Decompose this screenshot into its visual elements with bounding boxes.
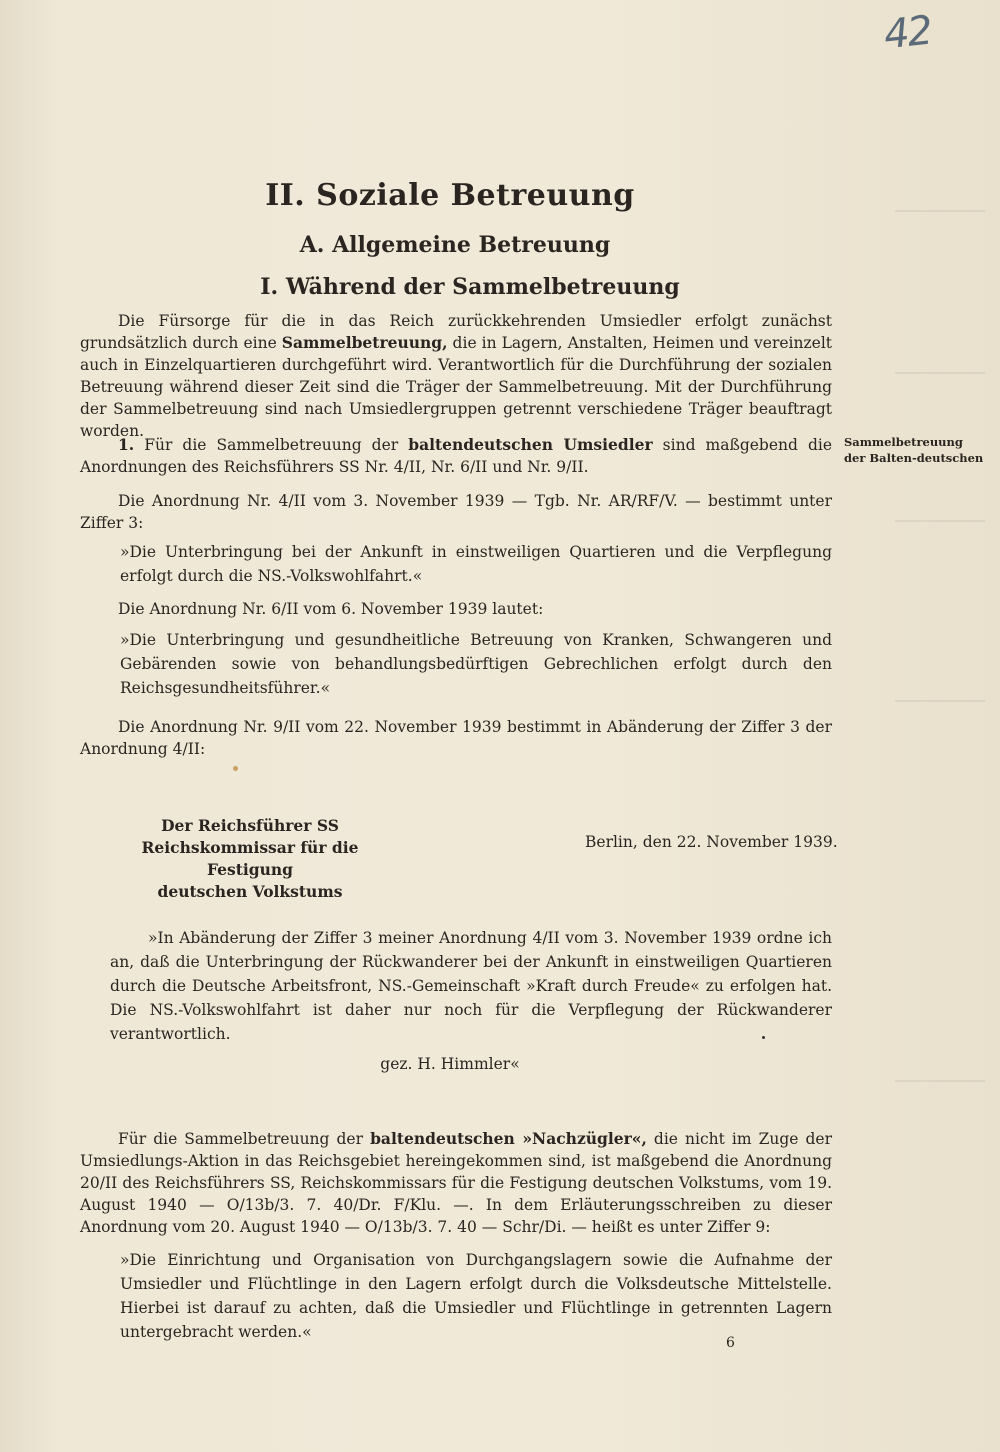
intro-text-1: Die Fürsorge für die in das Reich zurückkehrenden Umsiedler erfolgt zunächst grundsätzlich durch eine bbox=[80, 312, 832, 352]
quote-anordnung-9: »In Abänderung der Ziffer 3 meiner Anordnung 4/II vom 3. November 1939 ordne ich an, daß die Unterbringung der Rückwanderer bei der Ankunft in einstweiligen Quartieren durch die Deutsche Arbeitsfront, NS.-Gemeinschaft »Kraft durch Freude« zu erfolgen hat. Die NS.-Volkswohlfahrt ist daher nur noch für die Verpflegung der Rückwanderer verantwortlich. bbox=[110, 929, 832, 1043]
issuer-line-2: Reichskommissar für die Festigung bbox=[141, 838, 359, 879]
nachzuegler-text-2: die nicht im Zuge der Umsiedlungs-Aktion in das Reichsgebiet hereingekommen sind, ist maßgebend die Anordnung 20/II des Reichsführers SS, Reichskommissars für die Festigung deutschen Volkstums, vom 19. August 1940 — O/13b/3. 7. 40/Dr. F/Klu. —. In dem Erläuterungsschreiben zu dieser Anordnung vom 20. August 1940 — O/13b/3. 7. 40 — Schr/Di. — heißt es unter Ziffer 9: bbox=[80, 1130, 832, 1236]
handwritten-page-number: 42 bbox=[881, 7, 934, 59]
margin-note: Sammelbetreuung der Balten-deutschen bbox=[844, 435, 984, 465]
intro-paragraph bbox=[80, 310, 832, 442]
point-1-text-1: Für die Sammelbetreuung der bbox=[134, 436, 409, 454]
intro-bold-1: Sammelbetreuung, bbox=[281, 333, 448, 352]
section-heading-a: A. Allgemeine Betreuung bbox=[299, 232, 611, 258]
bleed-through-line bbox=[895, 372, 985, 374]
anordnung-9-intro: Die Anordnung Nr. 9/II vom 22. November 1939 bestimmt in Abänderung der Ziffer 3 der Anordnung 4/II: bbox=[80, 718, 832, 758]
quote-final: »Die Einrichtung und Organisation von Durchgangslagern sowie die Aufnahme der Umsiedler und Flüchtlinge in den Lagern erfolgt durch die Volksdeutsche Mittelstelle. Hierbei ist darauf zu achten, daß die Umsiedler und Flüchtlinge in getrennten Lagern untergebracht werden.« bbox=[120, 1251, 832, 1341]
anordnung-4-intro: Die Anordnung Nr. 4/II vom 3. November 1939 — Tgb. Nr. AR/RF/V. — bestimmt unter Ziffer 3: bbox=[80, 492, 832, 532]
bleed-through-line bbox=[895, 700, 985, 702]
subsection-heading-i: I. Während der Sammelbetreuung bbox=[260, 274, 680, 300]
quote-anordnung-4: »Die Unterbringung bei der Ankunft in einstweiligen Quartieren und die Verpflegung erfolgt durch die NS.-Volkswohlfahrt.« bbox=[120, 543, 832, 585]
point-1-paragraph bbox=[80, 434, 832, 478]
chapter-title: II. Soziale Betreuung bbox=[265, 178, 635, 213]
point-1-number: 1. bbox=[118, 435, 135, 454]
point-1-text-2: sind maßgebend die Anordnungen des Reichsführers bbox=[80, 436, 833, 476]
ss-rune: SS bbox=[338, 458, 360, 476]
stain-mark bbox=[233, 766, 238, 771]
issuer-block bbox=[100, 815, 400, 903]
nachzuegler-bold: baltendeutschen »Nachzügler«, bbox=[370, 1129, 647, 1148]
bleed-through-line bbox=[895, 520, 985, 522]
signature-himmler: gez. H. Himmler« bbox=[380, 1055, 520, 1073]
ink-dot bbox=[762, 1036, 765, 1039]
point-1-bold: baltendeutschen Umsiedler bbox=[408, 435, 653, 454]
issuer-line-3: deutschen Volkstums bbox=[157, 882, 343, 901]
nachzuegler-text-1: Für die Sammelbetreuung der bbox=[118, 1130, 371, 1148]
nachzuegler-paragraph bbox=[80, 1128, 832, 1238]
page-number: 6 bbox=[726, 1335, 735, 1351]
bleed-through-line bbox=[895, 210, 985, 212]
issuer-line-1: Der Reichsführer SS bbox=[161, 816, 339, 835]
intro-text-2: die in Lagern, Anstalten, Heimen und vereinzelt auch in Einzelquartieren durchgeführt wird. Verantwortlich für die Durchführung der sozialen Betreuung während dieser Zeit sind die Träger der Sammelbetreuung. Mit der Durchführung der Sammelbetreuung sind nach Umsiedlergruppen getrennt verschiedene Träger beauftragt worden. bbox=[80, 334, 832, 440]
quote-anordnung-6: »Die Unterbringung und gesundheitliche Betreuung von Kranken, Schwangeren und Gebärenden sowie von behandlungsbedürftigen Gebrechlichen erfolgt durch den Reichsgesundheitsführer.« bbox=[120, 631, 832, 697]
bleed-through-line bbox=[895, 1080, 985, 1082]
place-date: Berlin, den 22. November 1939. bbox=[585, 833, 838, 851]
anordnung-6-intro: Die Anordnung Nr. 6/II vom 6. November 1939 lautet: bbox=[118, 600, 544, 618]
point-1-text-3: Nr. 4/II, Nr. 6/II und Nr. 9/II. bbox=[359, 458, 589, 476]
